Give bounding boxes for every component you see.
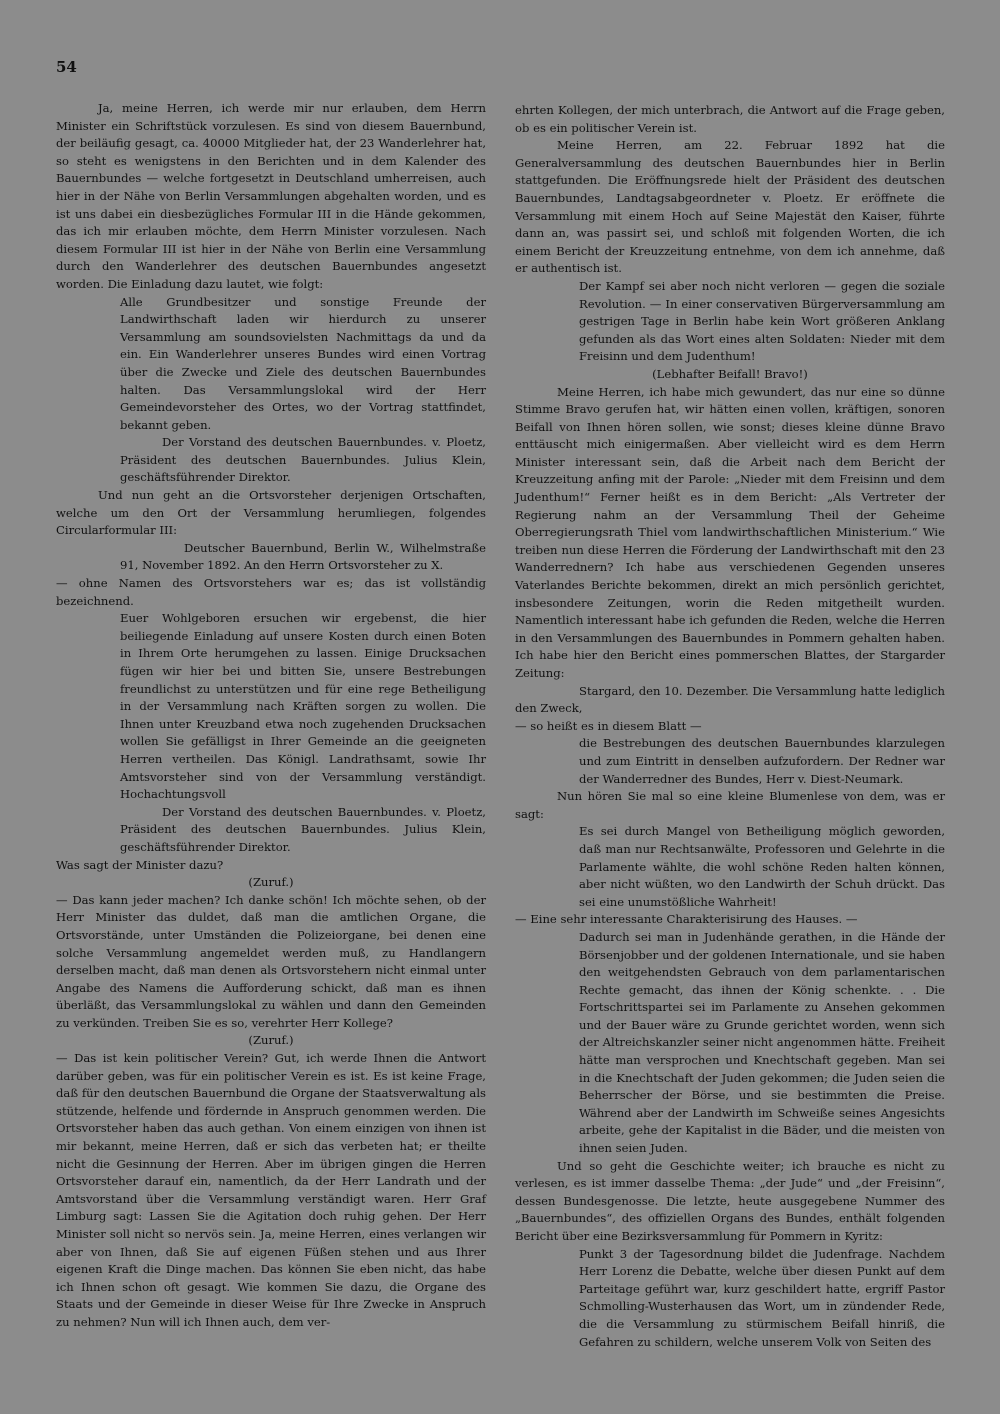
right-column xyxy=(515,102,945,1351)
block-quote: Dadurch sei man in Judenhände gerathen, in die Hände der Börsenjobber und der goldenen Internationale, und sie haben den weitgehendsten Gebrauch von dem parlamentarischen Rechte gemacht, das ihnen der König schenkte. . . Die Fortschrittspartei sei im Parlamente zu Ansehen gekommen und der Bauer wäre zu Grunde gerichtet worden, wenn sich der Altreichskanzler seiner nicht angenommen hätte. Freiheit hätte man versprochen und Knechtschaft gegeben. Man sei in die Knechtschaft der Juden gekommen; die Juden seien die Beherrscher der Börse, und sie bestimmten die Preise. Während aber der Landwirth im Schweiße seines Angesichts arbeite, gehe der Kapitalist in die Bäder, und die meisten von ihnen seien Juden. xyxy=(579,929,945,1156)
dateline: Deutscher Bauernbund, Berlin W., Wilhelmstraße 91, November 1892. An den Herrn Ortsvorsteher zu X. xyxy=(120,540,486,573)
paragraph: Und so geht die Geschichte weiter; ich brauche es nicht zu verlesen, es ist immer dasselbe Thema: „der Jude“ und „der Freisinn“, dessen Bundesgenosse. Die letzte, heute ausgegebene Nummer des „Bauernbundes“, des offiziellen Organs des Bundes, enthält folgenden Bericht über eine Bezirksversammlung für Pommern in Kyritz: xyxy=(515,1158,945,1243)
paragraph: Und nun geht an die Ortsvorsteher derjenigen Ortschaften, welche um den Ort der Versammlung herumliegen, folgendes Circularformular III: xyxy=(56,488,486,538)
left-column xyxy=(56,100,486,1332)
signature-block: Der Vorstand des deutschen Bauernbundes. v. Ploetz, Präsident des deutschen Bauernbundes. Julius Klein, geschäftsführender Direktor. xyxy=(120,804,486,854)
paragraph: Meine Herren, am 22. Februar 1892 hat die Generalversammlung des deutschen Bauernbundes hier in Berlin stattgefunden. Die Eröffnungsrede hielt der Präsident des deutschen Bauernbundes, Landtagsabgeordneter v. Ploetz. Er eröffnete die Versammlung mit einem Hoch auf Seine Majestät den Kaiser, führte dann an, was passirt sei, und schloß mit folgenden Worten, die ich einem Bericht der Kreuzzeitung entnehme, von dem ich annehme, daß er authentisch ist. xyxy=(515,138,945,276)
paragraph: ehrten Kollegen, der mich unterbrach, die Antwort auf die Frage geben, ob es ein politischer Verein ist. xyxy=(515,103,945,135)
interjection: (Zuruf.) xyxy=(248,1033,294,1048)
signature-block: Der Vorstand des deutschen Bauernbundes. v. Ploetz, Präsident des deutschen Bauernbundes. Julius Klein, geschäftsführender Direktor. xyxy=(120,435,486,485)
block-quote: Der Kampf sei aber noch nicht verloren — gegen die soziale Revolution. — In einer conservativen Bürgerversammlung am gestrigen Tage in Berlin habe kein Wort größeren Anklang gefunden als das Wort eines alten Soldaten: Nieder mit dem Freisinn und dem Judenthum! xyxy=(579,278,945,364)
interjection: (Zuruf.) xyxy=(248,875,294,890)
paragraph: Ja, meine Herren, ich werde mir nur erlauben, dem Herrn Minister ein Schriftstück vorzulesen. Es sind von diesem Bauernbund, der beiläufig gesagt, ca. 40000 Mitglieder hat, der 23 Wanderlehrer hat, so steht es wenigstens in den Berichten und in dem Kalender des Bauernbundes — welche fortgesetzt in Deutschland umherreisen, auch hier in der Nähe von Berlin Versammlungen abgehalten worden, und es ist uns dabei ein diesbezügliches Formular III in die Hände gekommen, das ich mir erlauben möchte, dem Herrn Minister vorzulesen. Nach diesem Formular III ist hier in der Nähe von Berlin eine Versammlung durch den Wanderlehrer des deutschen Bauernbundes angesetzt worden. Die Einladung dazu lautet, wie folgt: xyxy=(56,101,486,291)
page-number: 54 xyxy=(56,58,77,76)
block-quote: Punkt 3 der Tagesordnung bildet die Judenfrage. Nachdem Herr Lorenz die Debatte, welche über diesen Punkt auf dem Parteitage geführt war, kurz geschildert hatte, ergriff Pastor Schmolling-Wusterhausen das Wort, um in zündender Rede, die die Versammlung zu stürmischem Beifall hinriß, die Gefahren zu schildern, welche unserem Volk von Seiten des xyxy=(579,1246,945,1349)
block-quote: Euer Wohlgeboren ersuchen wir ergebenst, die hier beiliegende Einladung auf unsere Kosten durch einen Boten in Ihrem Orte herumgehen zu lassen. Einige Drucksachen fügen wir hier bei und bitten Sie, unsere Bestrebungen freundlichst zu unterstützen und für eine rege Betheiligung in der Versammlung nach Kräften sorgen zu wollen. Die Ihnen unter Kreuzband etwa noch zugehenden Drucksachen wollen Sie gefälligst in Ihrer Gemeinde an die geeigneten Herren vertheilen. Das Königl. Landrathsamt, sowie Ihr Amtsvorsteher sind von der Versammlung verständigt. Hochachtungsvoll xyxy=(120,611,486,802)
paragraph: — Das ist kein politischer Verein? Gut, ich werde Ihnen die Antwort darüber geben, was für ein politischer Verein es ist. Es ist keine Frage, daß für den deutschen Bauernbund die Organe der Staatsverwaltung als stützende, helfende und fördernde in Anspruch genommen werden. Die Ortsvorsteher haben das auch gethan. Von einem einzigen von ihnen ist mir bekannt, meine Herren, daß er sich das verbeten hat; er theilte nicht die Gesinnung der Herren. Aber im übrigen gingen die Herren Ortsvorsteher darauf ein, namentlich, da der Herr Landrath und der Amtsvorstand über die Versammlung verständigt waren. Herr Graf Limburg sagt: Lassen Sie die Agitation doch ruhig gehen. Der Herr Minister soll nicht so nervös sein. Ja, meine Herren, eines verlangen wir aber von Ihnen, daß Sie auf eigenen Füßen stehen und aus Ihrer eigenen Kraft die Dinge machen. Das können Sie eben nicht, das habe ich Ihnen schon oft gesagt. Wie kommen Sie dazu, die Organe des Staats und der Gemeinde in dieser Weise für Ihre Zwecke in Anspruch zu nehmen? Nun will ich Ihnen auch, dem ver- xyxy=(56,1051,486,1329)
block-quote: Es sei durch Mangel von Betheiligung möglich geworden, daß man nur Rechtsanwälte, Professoren und Gelehrte in die Parlamente wählte, die wohl schöne Reden halten können, aber nicht wüßten, wo den Landwirth der Schuh drückt. Das sei eine unumstößliche Wahrheit! xyxy=(579,824,945,909)
block-quote: Alle Grundbesitzer und sonstige Freunde der Landwirthschaft laden wir hierdurch zu unserer Versammlung am soundsovielsten Nachmittags da und da ein. Ein Wanderlehrer unseres Bundes wird einen Vortrag über die Zwecke und Ziele des deutschen Bauernbundes halten. Das Versammlungslokal wird der Herr Gemeindevorsteher des Ortes, wo der Vortrag stattfindet, bekannt geben. xyxy=(120,294,486,432)
paragraph: — Das kann jeder machen? Ich danke schön! Ich möchte sehen, ob der Herr Minister das duldet, daß man die amtlichen Organe, die Ortsvorstände, unter Umständen die Polizeiorgane, bei denen eine solche Versammlung angemeldet werden muß, zu Handlangern derselben macht, daß man denen als Ortsvorstehern nicht einmal unter Angabe des Namens die Aufforderung schickt, daß man es ihnen überläßt, das Versammlungslokal zu wählen und dann den Gemeinden zu verkünden. Treiben Sie es so, verehrter Herr Kollege? xyxy=(56,892,486,1030)
paragraph: Meine Herren, ich habe mich gewundert, das nur eine so dünne Stimme Bravo gerufen hat, wir hätten einen vollen, kräftigen, sonoren Beifall von Ihnen hören sollen, wie sonst; dieses kleine dünne Bravo enttäuscht mich einigermaßen. Aber vielleicht wird es dem Herrn Minister interessant sein, daß die Arbeit nach dem Bericht der Kreuzzeitung anfing mit der Parole: „Nieder mit dem Freisinn und dem Judenthum!“ Ferner heißt es in dem Bericht: „Als Vertreter der Regierung nahm an der Versammlung Theil der Geheime Oberregierungsrath Thiel vom landwirthschaftlichen Ministerium.“ Wie treiben nun diese Herren die Förderung der Landwirthschaft mit den 23 Wanderrednern? Ich habe aus verschiedenen Gegenden unseres Vaterlandes Berichte bekommen, direkt an mich persönlich gerichtet, insbesondere Zeitungen, worin die Reden mitgetheilt wurden. Namentlich interessant habe ich gefunden die Reden, welche die Herren in den Versammlungen des Bauernbundes in Pommern gehalten haben. Ich habe hier den Bericht eines pommerschen Blattes, der Stargarder Zeitung: xyxy=(515,384,945,680)
paragraph: Nun hören Sie mal so eine kleine Blumenlese von dem, was er sagt: xyxy=(515,789,945,821)
block-quote: die Bestrebungen des deutschen Bauernbundes klarzulegen und zum Eintritt in denselben aufzufordern. Der Redner war der Wanderredner des Bundes, Herr v. Diest-Neumark. xyxy=(579,736,945,786)
paragraph: — so heißt es in diesem Blatt — xyxy=(515,718,702,733)
paragraph: — Eine sehr interessante Charakterisirung des Hauses. — xyxy=(515,912,858,927)
paragraph: Was sagt der Minister dazu? xyxy=(56,857,224,872)
interjection: (Lebhafter Beifall! Bravo!) xyxy=(652,366,808,381)
dateline: Stargard, den 10. Dezember. Die Versammlung hatte lediglich den Zweck, xyxy=(515,683,945,716)
paragraph: — ohne Namen des Ortsvorstehers war es; das ist vollständig bezeichnend. xyxy=(56,576,486,608)
